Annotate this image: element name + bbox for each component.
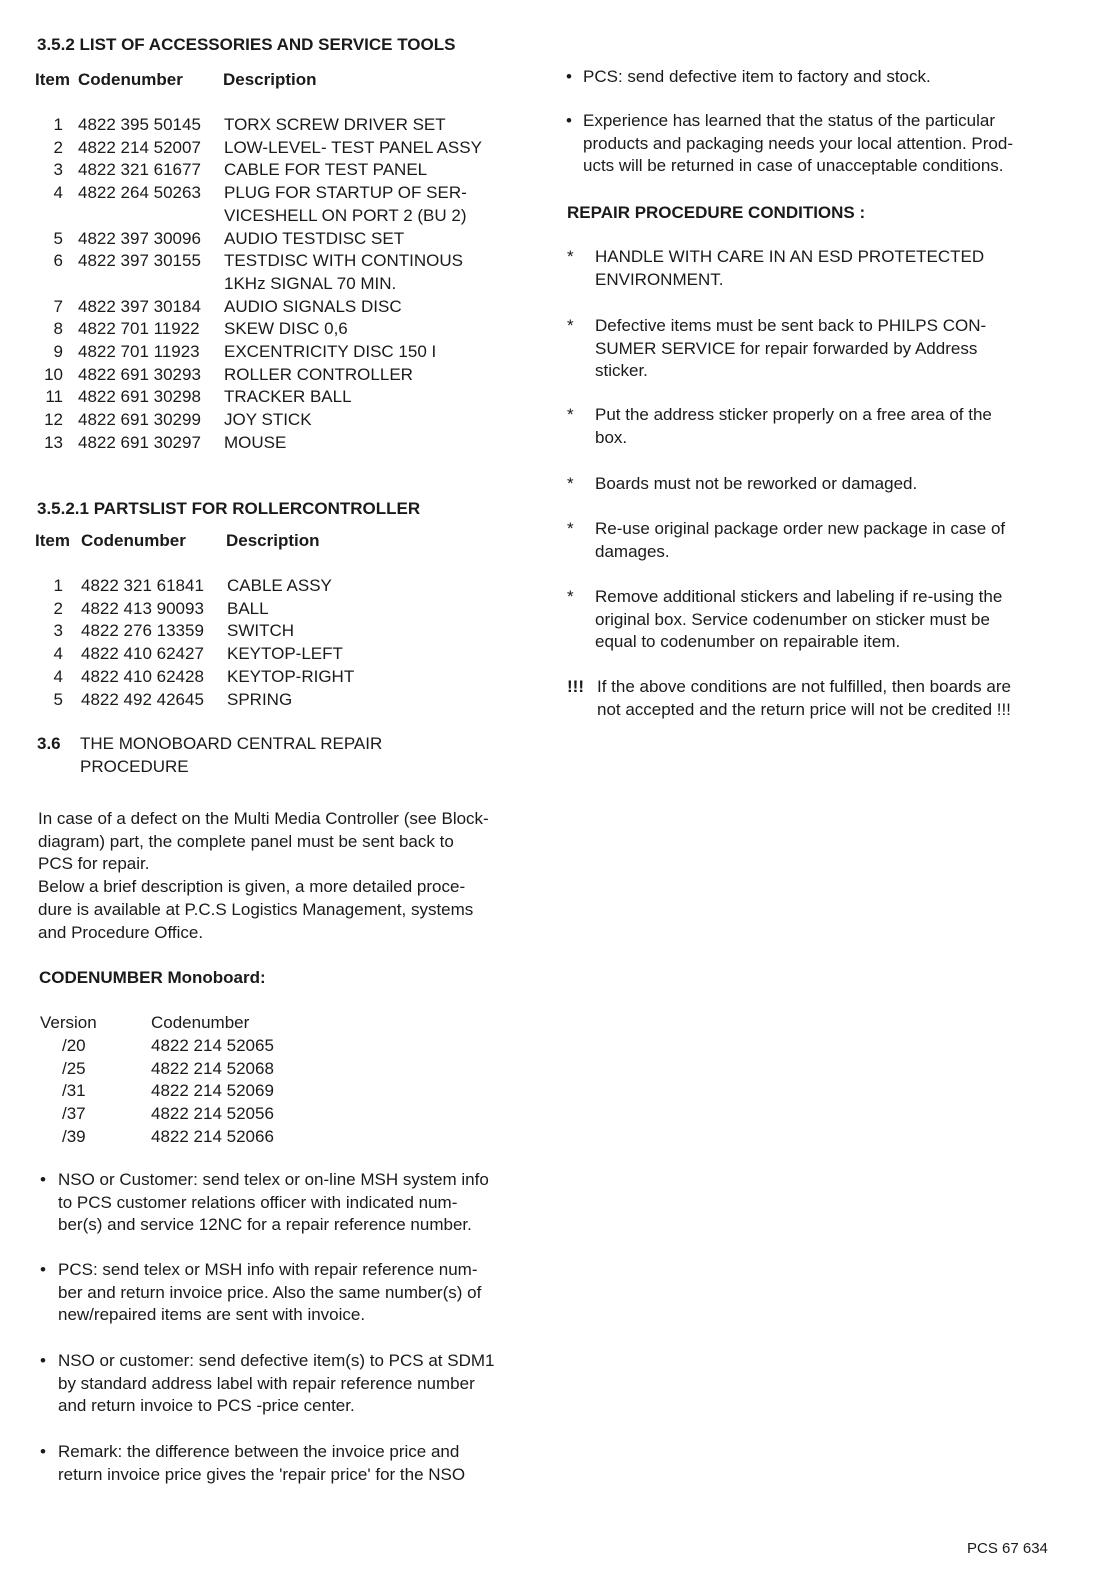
codenumber: 4822 397 30155 bbox=[78, 251, 201, 271]
description: AUDIO SIGNALS DISC bbox=[224, 296, 402, 316]
codenumber: 4822 276 13359 bbox=[81, 621, 204, 641]
col-header-desc: Description bbox=[226, 531, 320, 550]
description: MOUSE bbox=[224, 432, 287, 452]
codenumber: 4822 214 52068 bbox=[151, 1058, 274, 1078]
bullet-line: and return invoice to PCS -price center. bbox=[58, 1396, 355, 1416]
codenumber: 4822 701 11923 bbox=[78, 342, 200, 361]
bullet-line: ber and return invoice price. Also the same number(s) of bbox=[58, 1282, 482, 1302]
bullet-line: by standard address label with repair reference number bbox=[58, 1373, 475, 1393]
description: VICESHELL ON PORT 2 (BU 2) bbox=[224, 205, 467, 225]
description: ROLLER CONTROLLER bbox=[224, 364, 413, 384]
description: 1KHz SIGNAL 70 MIN. bbox=[224, 273, 397, 293]
bullet-icon: • bbox=[40, 1351, 46, 1370]
condition-line: damages. bbox=[595, 541, 670, 561]
bullet-line: ber(s) and service 12NC for a repair reference number. bbox=[58, 1215, 472, 1235]
codenumber: 4822 492 42645 bbox=[81, 689, 204, 709]
item-number: 4 bbox=[53, 183, 63, 203]
bullet-line: to PCS customer relations officer with indicated num- bbox=[58, 1192, 458, 1212]
version: /31 bbox=[62, 1081, 86, 1101]
item-number: 8 bbox=[53, 319, 63, 339]
asterisk-icon: * bbox=[567, 474, 574, 493]
codenumber: 4822 214 52007 bbox=[78, 137, 201, 157]
asterisk-icon: * bbox=[567, 587, 574, 606]
item-number: 4 bbox=[53, 644, 63, 664]
paragraph-line: In case of a defect on the Multi Media Controller (see Block- bbox=[38, 809, 489, 828]
codenumber: 4822 214 52066 bbox=[151, 1126, 274, 1146]
bullet-icon: • bbox=[40, 1442, 46, 1461]
bullet-line: PCS: send defective item to factory and stock. bbox=[583, 67, 931, 86]
bullet-icon: • bbox=[40, 1260, 46, 1279]
item-number: 5 bbox=[53, 228, 63, 248]
asterisk-icon: * bbox=[567, 405, 574, 424]
codenumber: 4822 395 50145 bbox=[78, 115, 201, 134]
codenumber: 4822 214 52069 bbox=[151, 1081, 274, 1101]
bullet-icon: • bbox=[566, 67, 572, 86]
condition-line: box. bbox=[595, 427, 628, 447]
page-code: PCS 67 634 bbox=[967, 1540, 1048, 1557]
description: CABLE ASSY bbox=[227, 576, 332, 595]
bullet-line: NSO or Customer: send telex or on-line MSH system info bbox=[58, 1170, 489, 1189]
bullet-line: new/repaired items are sent with invoice. bbox=[58, 1305, 366, 1325]
description: BALL bbox=[227, 598, 269, 618]
codenumber: 4822 321 61841 bbox=[81, 576, 204, 595]
item-number: 1 bbox=[53, 576, 63, 595]
bullet-line: PCS: send telex or MSH info with repair reference num- bbox=[58, 1260, 478, 1279]
description: TORX SCREW DRIVER SET bbox=[224, 115, 446, 134]
version-header: Version bbox=[40, 1013, 97, 1032]
description: CABLE FOR TEST PANEL bbox=[224, 160, 428, 180]
condition-line: original box. Service codenumber on sticker must be bbox=[595, 609, 990, 629]
item-number: 6 bbox=[53, 251, 63, 271]
version: /39 bbox=[62, 1126, 86, 1146]
codenumber: 4822 701 11922 bbox=[78, 319, 200, 339]
section-title: PROCEDURE bbox=[80, 756, 189, 776]
item-number: 5 bbox=[53, 689, 63, 709]
version: /37 bbox=[62, 1104, 86, 1124]
description: EXCENTRICITY DISC 150 I bbox=[224, 342, 437, 361]
paragraph-line: dure is available at P.C.S Logistics Management, systems bbox=[38, 899, 474, 919]
item-number: 3 bbox=[53, 160, 63, 180]
condition-line: ENVIRONMENT. bbox=[595, 269, 724, 289]
version: /25 bbox=[62, 1058, 86, 1078]
paragraph-line: diagram) part, the complete panel must be sent back to bbox=[38, 831, 454, 851]
col-header-item: Item bbox=[35, 70, 70, 89]
condition-line: Remove additional stickers and labeling if re-using the bbox=[595, 587, 1003, 606]
item-number: 12 bbox=[44, 410, 63, 430]
codenumber: 4822 691 30299 bbox=[78, 410, 201, 430]
description: TRACKER BALL bbox=[224, 387, 352, 407]
warning-line: not accepted and the return price will not be credited !!! bbox=[597, 699, 1011, 719]
col-header-code: Codenumber bbox=[78, 70, 183, 89]
item-number: 13 bbox=[44, 432, 63, 452]
description: SKEW DISC 0,6 bbox=[224, 319, 348, 339]
codenumber: 4822 214 52056 bbox=[151, 1104, 274, 1124]
description: LOW-LEVEL- TEST PANEL ASSY bbox=[224, 137, 482, 157]
condition-line: sticker. bbox=[595, 361, 648, 381]
paragraph-line: and Procedure Office. bbox=[38, 922, 204, 942]
section-title: 3.5.2 LIST OF ACCESSORIES AND SERVICE TOOLS bbox=[37, 35, 456, 54]
codenumber: 4822 691 30297 bbox=[78, 432, 201, 452]
section-title: 3.5.2.1 PARTSLIST FOR ROLLERCONTROLLER bbox=[37, 499, 421, 518]
col-header-item: Item bbox=[35, 531, 70, 550]
asterisk-icon: * bbox=[567, 247, 574, 266]
item-number: 2 bbox=[53, 598, 63, 618]
bullet-icon: • bbox=[566, 111, 572, 130]
codenumber: 4822 691 30293 bbox=[78, 364, 201, 384]
section-number: 3.6 bbox=[37, 734, 61, 753]
version: /20 bbox=[62, 1036, 86, 1055]
codenumber-header: Codenumber bbox=[151, 1013, 250, 1032]
description: PLUG FOR STARTUP OF SER- bbox=[224, 183, 467, 203]
codenumber: 4822 397 30096 bbox=[78, 228, 201, 248]
asterisk-icon: * bbox=[567, 519, 574, 538]
codenumber: 4822 413 90093 bbox=[81, 598, 204, 618]
condition-line: Put the address sticker properly on a free area of the bbox=[595, 405, 992, 424]
item-number: 1 bbox=[53, 115, 63, 134]
condition-line: equal to codenumber on repairable item. bbox=[595, 632, 901, 652]
bullet-line: return invoice price gives the 'repair price' for the NSO bbox=[58, 1464, 466, 1484]
item-number: 7 bbox=[53, 296, 63, 316]
description: SPRING bbox=[227, 689, 293, 709]
asterisk-icon: * bbox=[567, 316, 574, 335]
bullet-line: Remark: the difference between the invoice price and bbox=[58, 1442, 460, 1461]
item-number: 4 bbox=[53, 666, 63, 686]
description: TESTDISC WITH CONTINOUS bbox=[224, 251, 463, 271]
condition-line: HANDLE WITH CARE IN AN ESD PROTETECTED bbox=[595, 247, 985, 266]
item-number: 11 bbox=[45, 387, 63, 407]
paragraph-line: PCS for repair. bbox=[38, 854, 150, 874]
description: JOY STICK bbox=[224, 410, 312, 430]
item-number: 2 bbox=[53, 137, 63, 157]
description: KEYTOP-LEFT bbox=[227, 644, 343, 664]
codenumber: 4822 397 30184 bbox=[78, 296, 201, 316]
bullet-line: ucts will be returned in case of unacceptable conditions. bbox=[583, 156, 1004, 176]
item-number: 3 bbox=[53, 621, 63, 641]
paragraph-line: Below a brief description is given, a more detailed proce- bbox=[38, 877, 466, 897]
condition-line: Defective items must be sent back to PHILPS CON- bbox=[595, 316, 987, 335]
section-title: THE MONOBOARD CENTRAL REPAIR bbox=[80, 734, 383, 753]
codenumber: 4822 410 62428 bbox=[81, 666, 204, 686]
warning-icon: !!! bbox=[567, 677, 584, 696]
bullet-line: products and packaging needs your local attention. Prod- bbox=[583, 133, 1013, 153]
condition-line: Re-use original package order new package in case of bbox=[595, 519, 1006, 538]
description: KEYTOP-RIGHT bbox=[227, 666, 355, 686]
description: AUDIO TESTDISC SET bbox=[224, 228, 405, 248]
codenumber: 4822 410 62427 bbox=[81, 644, 204, 664]
condition-line: Boards must not be reworked or damaged. bbox=[595, 474, 918, 493]
codenumber: 4822 214 52065 bbox=[151, 1036, 274, 1055]
codenumber: 4822 321 61677 bbox=[78, 160, 201, 180]
item-number: 10 bbox=[44, 364, 63, 384]
conditions-title: REPAIR PROCEDURE CONDITIONS : bbox=[567, 203, 866, 222]
item-number: 9 bbox=[53, 342, 63, 361]
condition-line: SUMER SERVICE for repair forwarded by Address bbox=[595, 338, 978, 358]
codenumber-title: CODENUMBER Monoboard: bbox=[39, 968, 266, 987]
bullet-icon: • bbox=[40, 1170, 46, 1189]
bullet-line: NSO or customer: send defective item(s) to PCS at SDM1 bbox=[58, 1351, 495, 1370]
description: SWITCH bbox=[227, 621, 295, 641]
col-header-desc: Description bbox=[223, 70, 317, 89]
warning-line: If the above conditions are not fulfilled, then boards are bbox=[597, 677, 1011, 696]
codenumber: 4822 691 30298 bbox=[78, 387, 201, 407]
codenumber: 4822 264 50263 bbox=[78, 183, 201, 203]
bullet-line: Experience has learned that the status of the particular bbox=[583, 111, 996, 130]
col-header-code: Codenumber bbox=[81, 531, 186, 550]
